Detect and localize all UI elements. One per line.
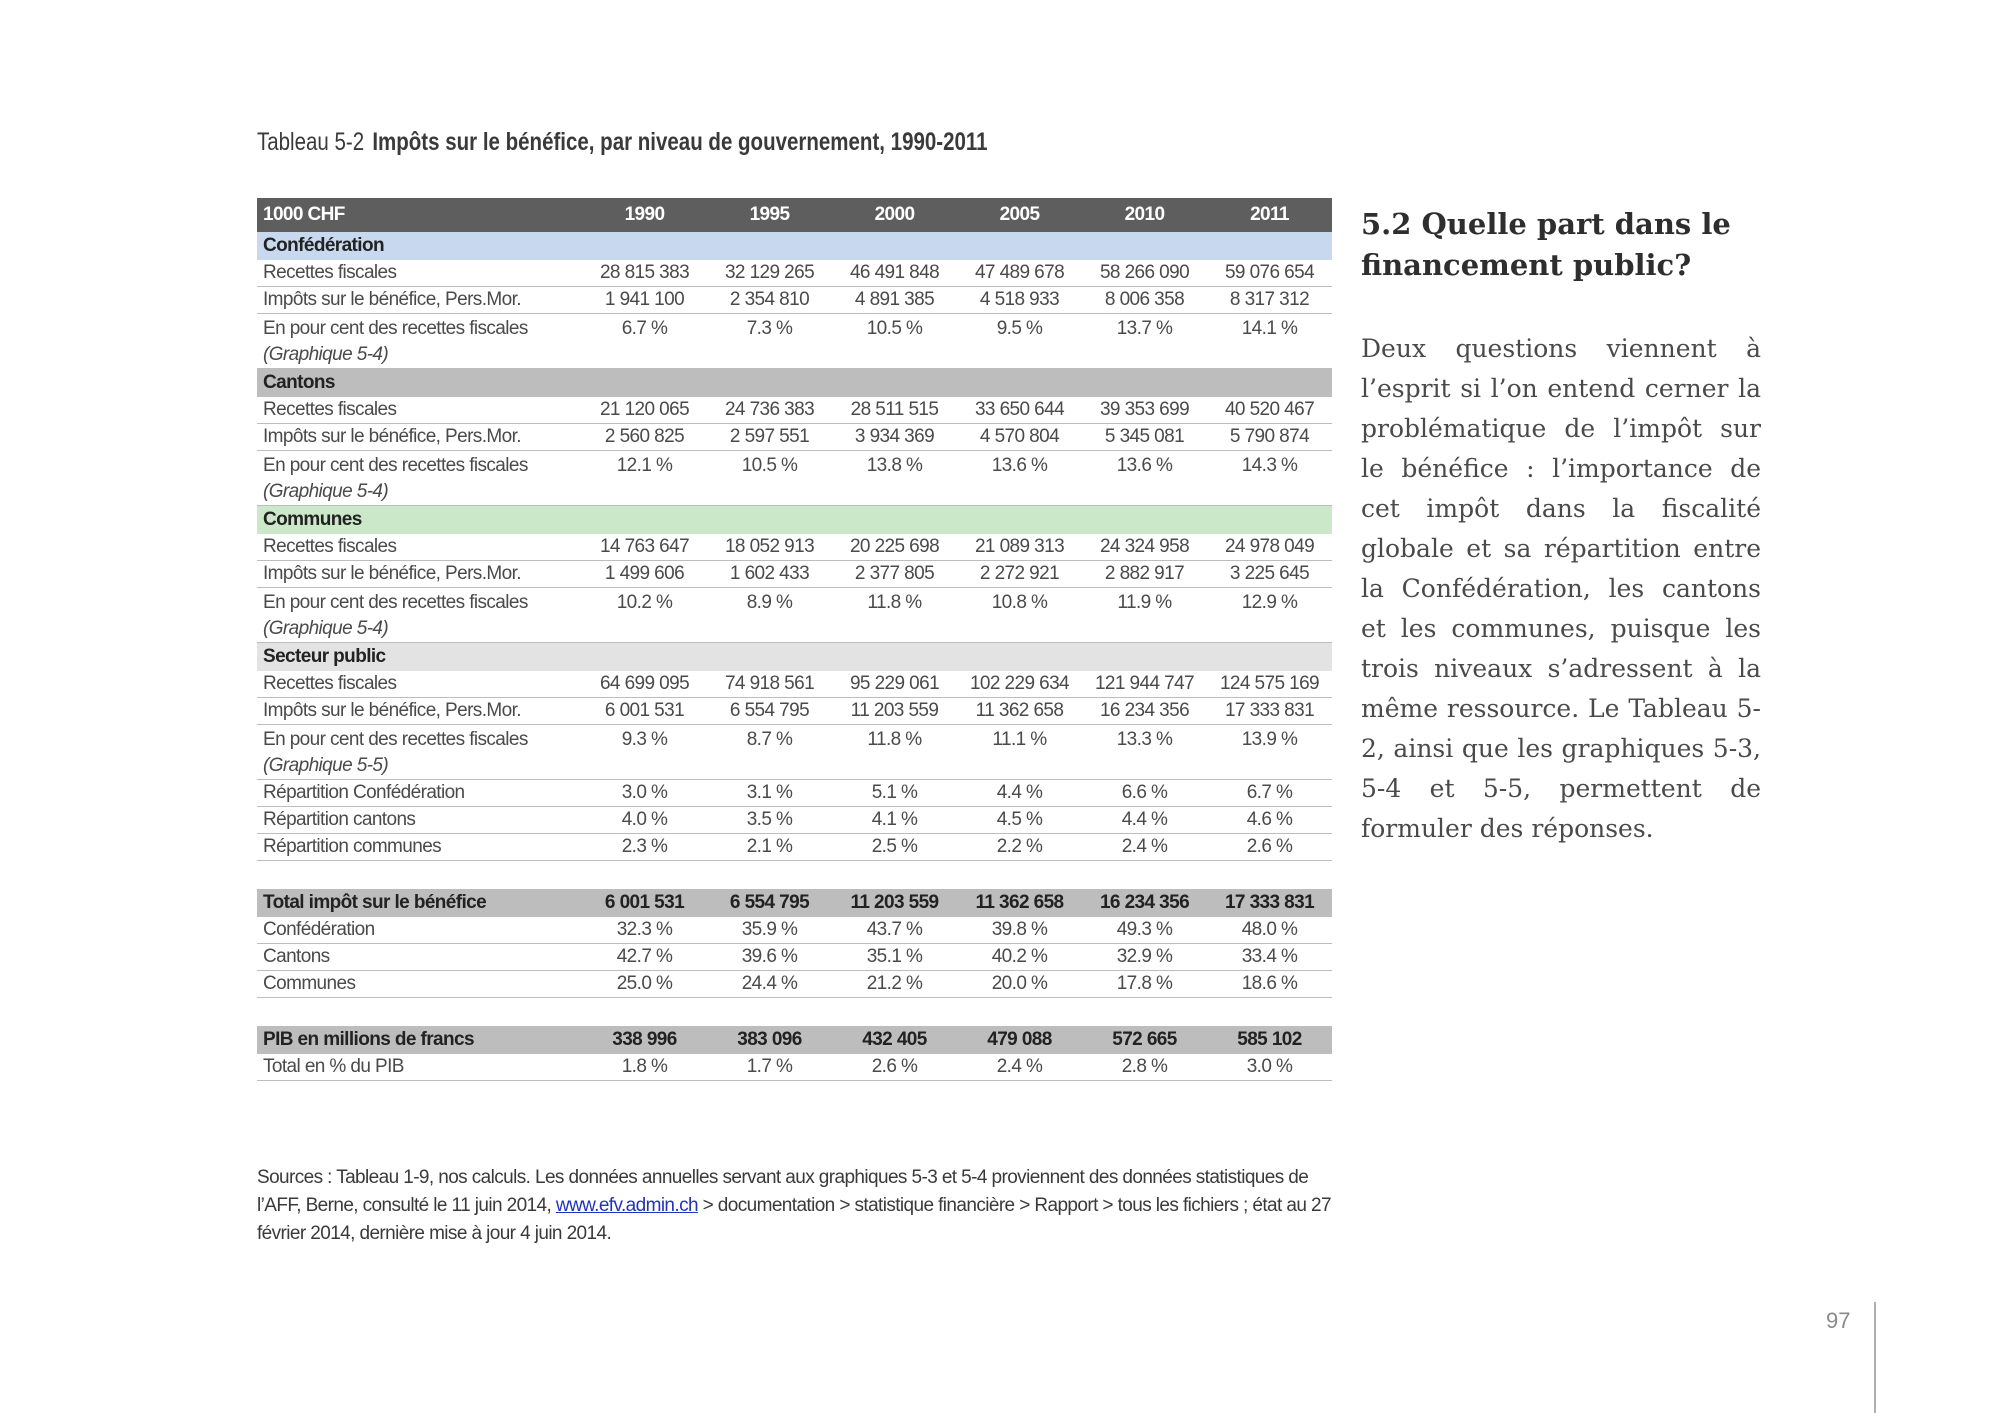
row-label — [257, 889, 582, 917]
cell-value: 17 333 831 — [1207, 698, 1332, 725]
cell-value: 13.9 % — [1207, 725, 1332, 780]
tax-table-body — [257, 198, 1332, 1081]
row-label-text: Total impôt sur le bénéfice — [263, 892, 487, 913]
cell-value: 3.1 % — [707, 780, 832, 807]
cell-value: 9.5 % — [957, 314, 1082, 369]
cell-value: 2.2 % — [957, 834, 1082, 861]
cell-value: 46 491 848 — [832, 260, 957, 287]
row-label — [257, 561, 582, 588]
cell-value: 43.7 % — [832, 917, 957, 944]
row-label — [257, 534, 582, 561]
cell-value: 2 597 551 — [707, 424, 832, 451]
cell-value: 13.3 % — [1082, 725, 1207, 780]
row-label — [257, 451, 582, 506]
table-caption — [257, 128, 1143, 157]
cell-value: 5.1 % — [832, 780, 957, 807]
column-header: 1990 — [582, 198, 707, 232]
cell-value: 17.8 % — [1082, 971, 1207, 998]
cell-value: 10.5 % — [707, 451, 832, 506]
section-title: Secteur public — [257, 643, 1332, 672]
section-row-public — [257, 643, 1332, 672]
table-row — [257, 671, 1332, 698]
table-row — [257, 260, 1332, 287]
cell-value: 383 096 — [707, 1026, 832, 1054]
section-title: Cantons — [257, 369, 1332, 398]
cell-value: 11.8 % — [832, 725, 957, 780]
cell-value: 2 377 805 — [832, 561, 957, 588]
row-label — [257, 1054, 582, 1081]
cell-value: 1 602 433 — [707, 561, 832, 588]
cell-value: 5 345 081 — [1082, 424, 1207, 451]
cell-value: 14.1 % — [1207, 314, 1332, 369]
row-label-text: Confédération — [263, 919, 375, 940]
cell-value: 13.6 % — [957, 451, 1082, 506]
row-label — [257, 314, 582, 369]
cell-value: 11.8 % — [832, 588, 957, 643]
cell-value: 2 272 921 — [957, 561, 1082, 588]
cell-value: 6.7 % — [1207, 780, 1332, 807]
cell-value: 13.7 % — [1082, 314, 1207, 369]
table-row — [257, 588, 1332, 643]
row-label — [257, 944, 582, 971]
cell-value: 24 978 049 — [1207, 534, 1332, 561]
caption-title: Impôts sur le bénéfice, par niveau de gouvernement, 1990-2011 — [372, 128, 988, 156]
cell-value: 35.9 % — [707, 917, 832, 944]
section-title: Communes — [257, 506, 1332, 535]
section-heading: 5.2 Quelle part dans le financement public? — [1361, 207, 1731, 282]
cell-value: 33.4 % — [1207, 944, 1332, 971]
section-row-confederation — [257, 232, 1332, 260]
row-label — [257, 1026, 582, 1054]
row-label — [257, 397, 582, 424]
cell-value: 1 941 100 — [582, 287, 707, 314]
cell-value: 8.9 % — [707, 588, 832, 643]
row-label-text: Impôts sur le bénéfice, Pers.Mor. — [263, 426, 521, 447]
table-row — [257, 1054, 1332, 1081]
cell-value: 5 790 874 — [1207, 424, 1332, 451]
row-label-text: Recettes fiscales — [263, 536, 397, 557]
section-row-cantons — [257, 369, 1332, 398]
cell-value: 1.7 % — [707, 1054, 832, 1081]
cell-value: 4.4 % — [957, 780, 1082, 807]
cell-value: 16 234 356 — [1082, 698, 1207, 725]
tax-table — [257, 198, 1332, 1081]
row-label — [257, 807, 582, 834]
row-label-text: Répartition cantons — [263, 809, 416, 830]
row-note: (Graphique 5-4) — [263, 618, 389, 639]
cell-value: 3.0 % — [582, 780, 707, 807]
column-header: 2005 — [957, 198, 1082, 232]
cell-value: 479 088 — [957, 1026, 1082, 1054]
cell-value: 10.2 % — [582, 588, 707, 643]
row-label-text: Recettes fiscales — [263, 673, 397, 694]
cell-value: 1.8 % — [582, 1054, 707, 1081]
cell-value: 95 229 061 — [832, 671, 957, 698]
cell-value: 6.7 % — [582, 314, 707, 369]
cell-value: 74 918 561 — [707, 671, 832, 698]
cell-value: 24 736 383 — [707, 397, 832, 424]
row-label-text: PIB en millions de francs — [263, 1029, 474, 1050]
cell-value: 13.8 % — [832, 451, 957, 506]
spacer-cell — [257, 861, 1332, 890]
column-header: 1000 CHF — [257, 198, 582, 232]
row-label — [257, 780, 582, 807]
cell-value: 13.6 % — [1082, 451, 1207, 506]
cell-value: 59 076 654 — [1207, 260, 1332, 287]
cell-value: 2 560 825 — [582, 424, 707, 451]
row-note: (Graphique 5-5) — [263, 755, 389, 776]
page-number: 97 — [1826, 1308, 1851, 1333]
cell-value: 24 324 958 — [1082, 534, 1207, 561]
cell-value: 6 001 531 — [582, 889, 707, 917]
table-row — [257, 561, 1332, 588]
pib-row — [257, 1026, 1332, 1054]
cell-value: 6 554 795 — [707, 698, 832, 725]
cell-value: 14.3 % — [1207, 451, 1332, 506]
cell-value: 28 511 515 — [832, 397, 957, 424]
cell-value: 2.5 % — [832, 834, 957, 861]
cell-value: 2.3 % — [582, 834, 707, 861]
cell-value: 6.6 % — [1082, 780, 1207, 807]
sources-text-end: > documentation > statistique financière > Rapport > tous les fichiers ; état au 27 février 2014, dernière mise à jour 4 juin 2014. — [257, 1195, 1331, 1244]
row-label-text: En pour cent des recettes fiscales — [263, 729, 528, 750]
cell-value: 102 229 634 — [957, 671, 1082, 698]
page-rule — [1874, 1302, 1876, 1413]
row-label — [257, 698, 582, 725]
cell-value: 8.7 % — [707, 725, 832, 780]
cell-value: 2.4 % — [957, 1054, 1082, 1081]
cell-value: 2.8 % — [1082, 1054, 1207, 1081]
column-header: 2011 — [1207, 198, 1332, 232]
cell-value: 40.2 % — [957, 944, 1082, 971]
cell-value: 33 650 644 — [957, 397, 1082, 424]
column-header: 1995 — [707, 198, 832, 232]
cell-value: 4.5 % — [957, 807, 1082, 834]
row-label-text: Répartition Confédération — [263, 782, 465, 803]
cell-value: 11 203 559 — [832, 698, 957, 725]
cell-value: 11 362 658 — [957, 698, 1082, 725]
row-label-text: Recettes fiscales — [263, 399, 397, 420]
cell-value: 8 317 312 — [1207, 287, 1332, 314]
cell-value: 48.0 % — [1207, 917, 1332, 944]
sources-text: Sources : Tableau 1-9, nos calculs. Les données annuelles servant aux graphiques 5-3 et 5-4 proviennent des données statistiques de l’AFF, Berne, consulté le 11 juin 2014, — [257, 1167, 1309, 1216]
cell-value: 6 554 795 — [707, 889, 832, 917]
cell-value: 28 815 383 — [582, 260, 707, 287]
table-row — [257, 534, 1332, 561]
cell-value: 11.9 % — [1082, 588, 1207, 643]
cell-value: 432 405 — [832, 1026, 957, 1054]
cell-value: 2.1 % — [707, 834, 832, 861]
total-row — [257, 889, 1332, 917]
caption-label: Tableau 5-2 — [257, 128, 365, 156]
row-label — [257, 671, 582, 698]
cell-value: 338 996 — [582, 1026, 707, 1054]
cell-value: 3.0 % — [1207, 1054, 1332, 1081]
cell-value: 2.4 % — [1082, 834, 1207, 861]
cell-value: 58 266 090 — [1082, 260, 1207, 287]
row-note: (Graphique 5-4) — [263, 344, 389, 365]
cell-value: 6 001 531 — [582, 698, 707, 725]
cell-value: 21 089 313 — [957, 534, 1082, 561]
cell-value: 2 882 917 — [1082, 561, 1207, 588]
row-label — [257, 588, 582, 643]
table-row — [257, 807, 1332, 834]
cell-value: 7.3 % — [707, 314, 832, 369]
cell-value: 18.6 % — [1207, 971, 1332, 998]
table-row — [257, 424, 1332, 451]
cell-value: 25.0 % — [582, 971, 707, 998]
cell-value: 1 499 606 — [582, 561, 707, 588]
row-label-text: Répartition communes — [263, 836, 442, 857]
cell-value: 4.4 % — [1082, 807, 1207, 834]
cell-value: 11 203 559 — [832, 889, 957, 917]
table-row — [257, 944, 1332, 971]
row-label — [257, 287, 582, 314]
table-row — [257, 725, 1332, 780]
row-label-text: En pour cent des recettes fiscales — [263, 318, 528, 339]
cell-value: 24.4 % — [707, 971, 832, 998]
cell-value: 8 006 358 — [1082, 287, 1207, 314]
row-label-text: En pour cent des recettes fiscales — [263, 592, 528, 613]
cell-value: 3 225 645 — [1207, 561, 1332, 588]
cell-value: 49.3 % — [1082, 917, 1207, 944]
cell-value: 39 353 699 — [1082, 397, 1207, 424]
cell-value: 35.1 % — [832, 944, 957, 971]
spacer-cell — [257, 998, 1332, 1027]
cell-value: 10.5 % — [832, 314, 957, 369]
cell-value: 40 520 467 — [1207, 397, 1332, 424]
cell-value: 47 489 678 — [957, 260, 1082, 287]
cell-value: 20.0 % — [957, 971, 1082, 998]
cell-value: 18 052 913 — [707, 534, 832, 561]
cell-value: 32.3 % — [582, 917, 707, 944]
row-label-text: En pour cent des recettes fiscales — [263, 455, 528, 476]
table-row — [257, 971, 1332, 998]
cell-value: 572 665 — [1082, 1026, 1207, 1054]
table-row — [257, 287, 1332, 314]
column-header: 2010 — [1082, 198, 1207, 232]
row-label — [257, 834, 582, 861]
cell-value: 585 102 — [1207, 1026, 1332, 1054]
cell-value: 3.5 % — [707, 807, 832, 834]
cell-value: 10.8 % — [957, 588, 1082, 643]
cell-value: 4.1 % — [832, 807, 957, 834]
table-row — [257, 780, 1332, 807]
row-label-text: Impôts sur le bénéfice, Pers.Mor. — [263, 563, 521, 584]
cell-value: 124 575 169 — [1207, 671, 1332, 698]
cell-value: 20 225 698 — [832, 534, 957, 561]
row-label — [257, 260, 582, 287]
table-row — [257, 397, 1332, 424]
row-label-text: Impôts sur le bénéfice, Pers.Mor. — [263, 700, 521, 721]
row-label — [257, 971, 582, 998]
cell-value: 9.3 % — [582, 725, 707, 780]
cell-value: 12.1 % — [582, 451, 707, 506]
cell-value: 32.9 % — [1082, 944, 1207, 971]
cell-value: 4.0 % — [582, 807, 707, 834]
table-row — [257, 451, 1332, 506]
row-label-text: Communes — [263, 973, 356, 994]
row-label — [257, 424, 582, 451]
table-row — [257, 834, 1332, 861]
cell-value: 42.7 % — [582, 944, 707, 971]
cell-value: 64 699 095 — [582, 671, 707, 698]
cell-value: 39.6 % — [707, 944, 832, 971]
row-label — [257, 917, 582, 944]
cell-value: 12.9 % — [1207, 588, 1332, 643]
cell-value: 2.6 % — [832, 1054, 957, 1081]
section-row-communes — [257, 506, 1332, 535]
sources-note — [257, 1164, 1337, 1248]
cell-value: 121 944 747 — [1082, 671, 1207, 698]
table-header — [257, 198, 1332, 232]
table-row — [257, 698, 1332, 725]
spacer-row — [257, 861, 1332, 890]
sources-link[interactable]: www.efv.admin.ch — [555, 1195, 698, 1216]
cell-value: 32 129 265 — [707, 260, 832, 287]
row-label — [257, 725, 582, 780]
column-header: 2000 — [832, 198, 957, 232]
cell-value: 2.6 % — [1207, 834, 1332, 861]
cell-value: 4 518 933 — [957, 287, 1082, 314]
cell-value: 2 354 810 — [707, 287, 832, 314]
cell-value: 11.1 % — [957, 725, 1082, 780]
cell-value: 39.8 % — [957, 917, 1082, 944]
cell-value: 14 763 647 — [582, 534, 707, 561]
row-label-text: Total en % du PIB — [263, 1056, 404, 1077]
spacer-row — [257, 998, 1332, 1027]
cell-value: 21 120 065 — [582, 397, 707, 424]
cell-value: 4.6 % — [1207, 807, 1332, 834]
row-label-text: Cantons — [263, 946, 330, 967]
cell-value: 3 934 369 — [832, 424, 957, 451]
cell-value: 11 362 658 — [957, 889, 1082, 917]
table-row — [257, 917, 1332, 944]
row-note: (Graphique 5-4) — [263, 481, 389, 502]
cell-value: 17 333 831 — [1207, 889, 1332, 917]
row-label-text: Impôts sur le bénéfice, Pers.Mor. — [263, 289, 521, 310]
row-label-text: Recettes fiscales — [263, 262, 397, 283]
cell-value: 4 891 385 — [832, 287, 957, 314]
cell-value: 16 234 356 — [1082, 889, 1207, 917]
section-title: Confédération — [257, 232, 1332, 260]
cell-value: 21.2 % — [832, 971, 957, 998]
table-row — [257, 314, 1332, 369]
cell-value: 4 570 804 — [957, 424, 1082, 451]
section-body: Deux questions viennent à l’esprit si l’on entend cerner la problématique de l’impôt sur le bénéfice : l’importance de cet impôt dans la fiscalité globale et sa répartition entre la Confédération, les cantons et les communes, puisque les trois niveaux s’adressent à la même ressource. Le Tableau 5-2, ainsi que les graphiques 5-3, 5-4 et 5-5, permettent de formuler des réponses. — [1361, 334, 1761, 843]
